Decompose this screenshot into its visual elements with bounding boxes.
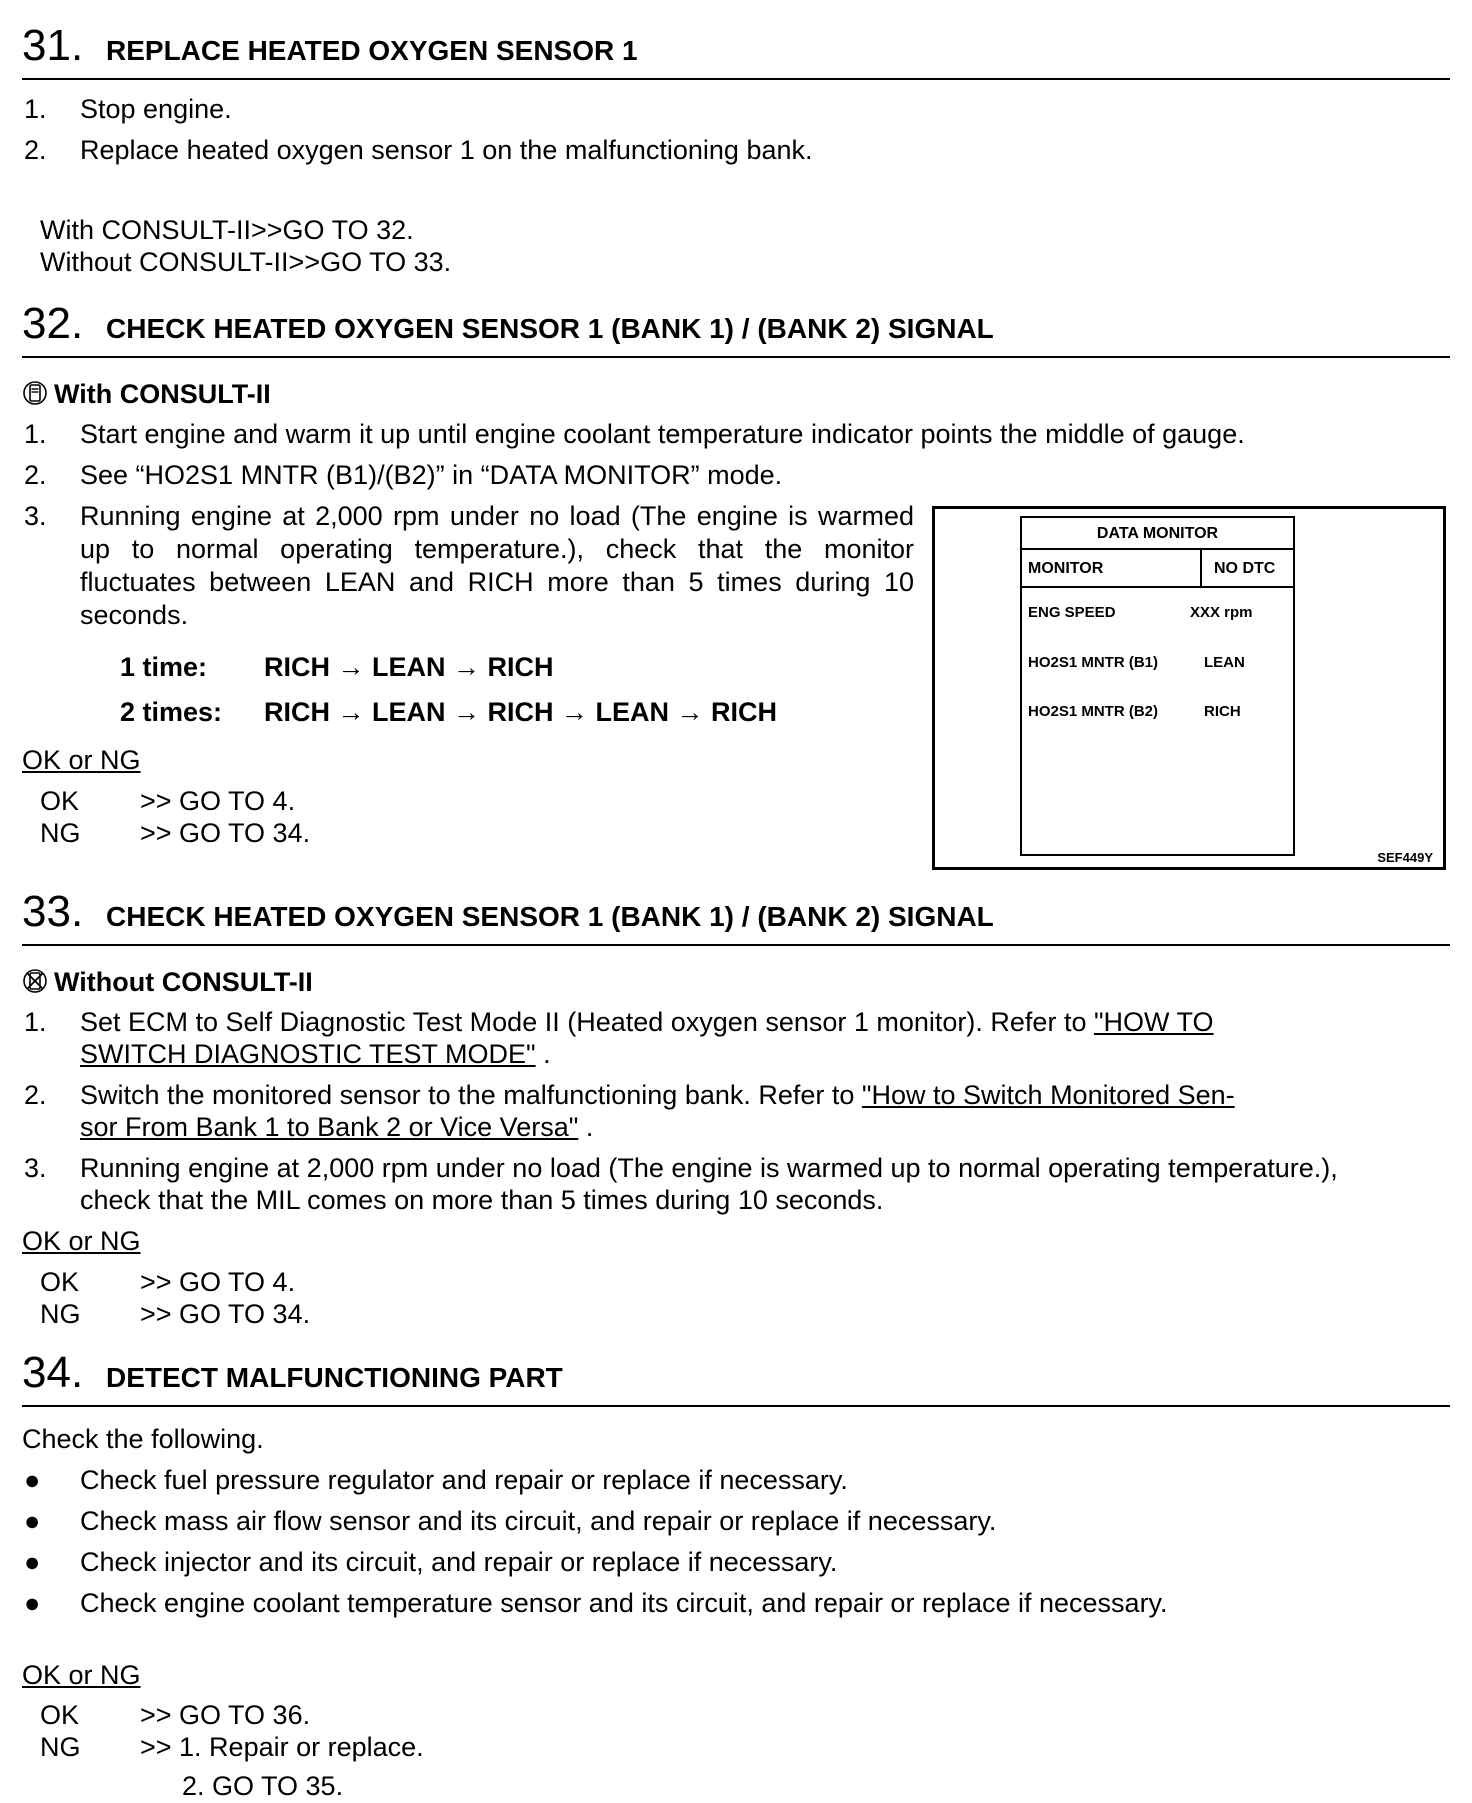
step-number: 2. bbox=[24, 460, 47, 490]
step-text bbox=[80, 1038, 551, 1071]
step-text-part: . bbox=[535, 1039, 551, 1069]
check-item: Check injector and its circuit, and repair or replace if necessary. bbox=[80, 1547, 838, 1577]
one-time-sequence: RICH → LEAN → RICH bbox=[264, 652, 554, 682]
step-text bbox=[80, 1006, 1214, 1039]
section-34-number: 34. bbox=[22, 1348, 84, 1397]
step-number: 1. bbox=[24, 94, 47, 124]
step-text bbox=[80, 1111, 593, 1144]
step-text: Replace heated oxygen sensor 1 on the malfunctioning bank. bbox=[80, 135, 813, 165]
check-intro: Check the following. bbox=[22, 1424, 264, 1454]
ng-action: >> GO TO 34. bbox=[140, 1299, 311, 1329]
two-times-label: 2 times: bbox=[120, 697, 223, 727]
no-consult-mode-label bbox=[22, 966, 313, 999]
ok-or-ng-heading: OK or NG bbox=[22, 1226, 141, 1256]
monitor-item: HO2S1 MNTR (B1) bbox=[1028, 654, 1159, 671]
step-text-part: Switch the monitored sensor to the malfunctioning bank. Refer to bbox=[80, 1080, 862, 1110]
step-text: Running engine at 2,000 rpm under no load (The engine is warmed up to normal operating temperature.), check that the monitor fluctuates between LEAN and RICH more than 5 times during 10 seconds. bbox=[80, 501, 914, 630]
step-number: 3. bbox=[24, 1153, 47, 1183]
bullet-dot: ● bbox=[24, 1588, 41, 1618]
step-text bbox=[80, 1079, 1235, 1112]
no-dtc-label: NO DTC bbox=[1214, 560, 1276, 577]
section-33-header bbox=[22, 888, 1450, 946]
ok-label: OK bbox=[40, 1267, 80, 1297]
step-number: 3. bbox=[24, 501, 47, 531]
section-34-title: DETECT MALFUNCTIONING PART bbox=[106, 1362, 563, 1393]
step-number: 2. bbox=[24, 135, 47, 165]
no-consult-mode-text: Without CONSULT-II bbox=[54, 967, 313, 997]
step-text-part: . bbox=[578, 1112, 594, 1142]
figure-code: SEF449Y bbox=[1377, 850, 1433, 865]
data-monitor-header-row bbox=[1022, 550, 1293, 588]
bullet-dot: ● bbox=[24, 1506, 41, 1536]
column-divider bbox=[1200, 550, 1202, 586]
one-time-label: 1 time: bbox=[120, 652, 208, 682]
check-item: Check engine coolant temperature sensor and its circuit, and repair or replace if necessary. bbox=[80, 1588, 1168, 1618]
section-33-title: CHECK HEATED OXYGEN SENSOR 1 (BANK 1) / (BANK 2) SIGNAL bbox=[106, 901, 994, 932]
section-34-header bbox=[22, 1349, 1450, 1407]
ok-or-ng-heading: OK or NG bbox=[22, 745, 141, 775]
monitor-item: HO2S1 MNTR (B2) bbox=[1028, 703, 1159, 720]
switch-sensor-link-cont[interactable]: sor From Bank 1 to Bank 2 or Vice Versa" bbox=[80, 1112, 579, 1142]
step-number: 1. bbox=[24, 419, 47, 449]
monitor-column-label: MONITOR bbox=[1028, 560, 1104, 577]
step-number: 2. bbox=[24, 1080, 47, 1110]
ng-label: NG bbox=[40, 818, 81, 848]
ng-action: >> 1. Repair or replace. bbox=[140, 1732, 424, 1762]
monitor-item: ENG SPEED bbox=[1028, 604, 1116, 621]
step-text: Stop engine. bbox=[80, 94, 232, 124]
ok-or-ng-heading: OK or NG bbox=[22, 1660, 141, 1690]
section-32-header bbox=[22, 300, 1450, 358]
step-text: See “HO2S1 MNTR (B1)/(B2)” in “DATA MONITOR” mode. bbox=[80, 460, 783, 490]
section-31-header bbox=[22, 22, 1450, 80]
step-text: check that the MIL comes on more than 5 times during 10 seconds. bbox=[80, 1185, 884, 1215]
check-item: Check mass air flow sensor and its circuit, and repair or replace if necessary. bbox=[80, 1506, 997, 1536]
bullet-dot: ● bbox=[24, 1465, 41, 1495]
section-33-number: 33. bbox=[22, 887, 84, 936]
ng-label: NG bbox=[40, 1732, 81, 1762]
data-monitor-figure bbox=[932, 506, 1446, 870]
consult-tester-icon bbox=[22, 379, 48, 407]
data-monitor-screen bbox=[1020, 516, 1295, 856]
consult-mode-label bbox=[22, 378, 271, 411]
ok-action: >> GO TO 4. bbox=[140, 1267, 296, 1297]
section-32-title: CHECK HEATED OXYGEN SENSOR 1 (BANK 1) / (BANK 2) SIGNAL bbox=[106, 313, 994, 344]
ng-action-step2: 2. GO TO 35. bbox=[182, 1771, 344, 1801]
monitor-value: RICH bbox=[1204, 703, 1241, 720]
consult-mode-text: With CONSULT-II bbox=[54, 379, 271, 409]
ng-action: >> GO TO 34. bbox=[140, 818, 311, 848]
monitor-value: LEAN bbox=[1204, 654, 1245, 671]
switch-test-mode-link[interactable]: "HOW TO bbox=[1093, 1007, 1214, 1037]
section-32-number: 32. bbox=[22, 299, 84, 348]
no-consult-icon bbox=[22, 967, 48, 995]
ok-action: >> GO TO 36. bbox=[140, 1700, 311, 1730]
ok-action: >> GO TO 4. bbox=[140, 786, 296, 816]
switch-test-mode-link-cont[interactable]: SWITCH DIAGNOSTIC TEST MODE" bbox=[80, 1039, 536, 1069]
section-31-title: REPLACE HEATED OXYGEN SENSOR 1 bbox=[106, 35, 638, 66]
with-consult-goto: With CONSULT-II>>GO TO 32. bbox=[40, 215, 414, 245]
bullet-dot: ● bbox=[24, 1547, 41, 1577]
check-item: Check fuel pressure regulator and repair or replace if necessary. bbox=[80, 1465, 848, 1495]
switch-sensor-link[interactable]: "How to Switch Monitored Sen- bbox=[861, 1080, 1235, 1110]
ng-label: NG bbox=[40, 1299, 81, 1329]
section-31-number: 31. bbox=[22, 21, 84, 70]
ok-label: OK bbox=[40, 786, 80, 816]
monitor-value: XXX rpm bbox=[1190, 604, 1253, 621]
step-text: Running engine at 2,000 rpm under no load (The engine is warmed up to normal operating temperature.), bbox=[80, 1153, 1338, 1183]
data-monitor-title: DATA MONITOR bbox=[1022, 518, 1293, 550]
ok-label: OK bbox=[40, 1700, 80, 1730]
step-text: Start engine and warm it up until engine coolant temperature indicator points the middle of gauge. bbox=[80, 419, 1245, 449]
step-number: 1. bbox=[24, 1007, 47, 1037]
step-text-part: Set ECM to Self Diagnostic Test Mode II (Heated oxygen sensor 1 monitor). Refer to bbox=[80, 1007, 1094, 1037]
two-times-sequence: RICH → LEAN → RICH → LEAN → RICH bbox=[264, 697, 777, 727]
without-consult-goto: Without CONSULT-II>>GO TO 33. bbox=[40, 247, 452, 277]
